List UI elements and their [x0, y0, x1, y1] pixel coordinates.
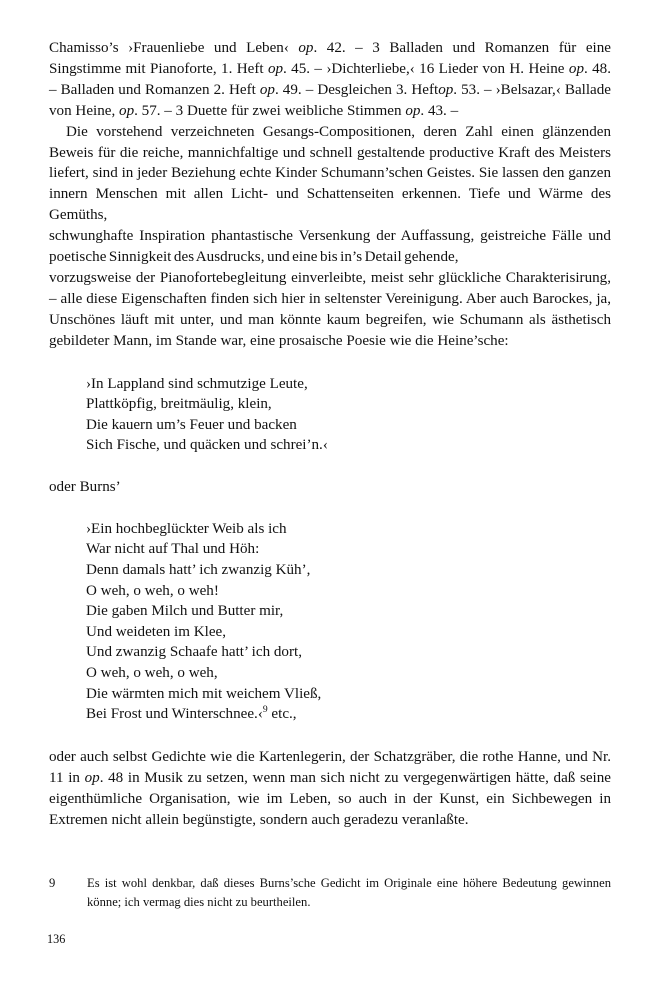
verse-line: Die gaben Milch und Butter mir, [86, 603, 284, 620]
catalog-segment-7: . 57. – 3 Duette für zwei weibliche Stimmen [134, 102, 406, 119]
op-abbreviation: op [259, 81, 275, 98]
verse-line: ›In Lappland sind schmutzige Leute, [86, 375, 308, 392]
conclusion-segment-1: oder auch selbst Gedichte wie die Kartenlegerin, der Schatzgräber, die rothe Hanne, und Nr. 11 in [49, 748, 611, 786]
page-number: 136 [47, 932, 66, 946]
text-column [49, 38, 611, 830]
op-abbreviation: op [405, 102, 421, 119]
verse-block-burns [86, 519, 611, 725]
paragraph-main-part1: Die vorstehend verzeichneten Gesangs-Compositionen, deren Zahl einen glänzenden Beweis für die reiche, mannichfaltige und schnell gestaltende productive Kraft des Meisters liefert, sind in jeder Beziehung echte Kinder Schumann’schen Geistes. Sie lassen den ganzen innern Menschen mit allen Licht- und Schattenseiten erkennen. Tiefe und Wärme des Gemüths, [49, 123, 611, 224]
catalog-segment-4: . 48. – Balladen und Romanzen 2. Heft [49, 60, 612, 98]
footnote-reference-9[interactable]: 9 [262, 704, 268, 716]
paragraph-main-part2: vorzugsweise der Pianofortebegleitung einverleibte, meist sehr glückliche Charakterisirung, – alle diese Eigenschaften finden sich hier in seltenster Vereinigung. Aber auch Barockes, ja, Unschönes läuft mit unter, und man könnte kaum begreifen, wie Schumann als ästhetisch gebildeter Mann, im Stande war, eine prosaische Poesie wie die Heine’sche: [49, 269, 611, 349]
verse-line-text: Bei Frost und Winterschnee.‹ [86, 706, 263, 723]
verse-line: Sich Fische, und quäcken und schrei’n.‹ [86, 437, 328, 454]
verse-line: Die kauern um’s Feuer und backen [86, 416, 297, 433]
spacer [49, 352, 611, 374]
connector-line-burns: oder Burns’ [49, 478, 121, 495]
op-abbreviation: op [298, 40, 314, 56]
verse-line-tail: etc., [267, 706, 297, 723]
verse-line: O weh, o weh, o weh, [86, 665, 218, 682]
conclusion-segment-2: . 48 in Musik zu setzen, wenn man sich nicht zu vergegenwärtigen hätte, daß seine eigenthümliche Organisation, wie im Leben, so auch in der Kunst, ein Sichbewegen in Extremen nicht allein begünstigte, sondern auch geradezu veranlaßte. [49, 769, 611, 828]
catalog-segment-1: Chamisso’s ›Frauenliebe und Leben‹ [49, 40, 299, 56]
verse-block-heine [86, 374, 611, 456]
verse-line-with-footnote [86, 704, 611, 725]
footnote-marker: 9 [49, 876, 56, 890]
catalog-segment-2: . 42. – 3 Balladen und Romanzen für eine Singstimme mit Pianoforte, 1. Heft [49, 40, 611, 77]
spacer [49, 456, 611, 477]
catalog-segment-5: . 49. – Desgleichen 3. Heft [274, 81, 439, 98]
footnote-text: Es ist wohl denkbar, daß dieses Burns’sche Gedicht im Originale eine höhere Bedeutung gewinnen könne; ich vermag dies nicht zu beurtheilen. [87, 876, 611, 909]
op-abbreviation: op [568, 60, 584, 77]
catalog-segment-8: . 43. – [420, 102, 459, 119]
op-abbreviation: op [267, 60, 284, 77]
footnote-9 [49, 874, 611, 911]
catalog-segment-3: . 45. – ›Dichterliebe,‹ 16 Lieder von H. Heine [283, 60, 569, 77]
op-abbreviation: op [119, 102, 135, 119]
paragraph-conclusion [49, 747, 611, 831]
verse-line: Und weideten im Klee, [86, 623, 226, 640]
op-abbreviation: op [438, 81, 454, 98]
verse-line: War nicht auf Thal und Höh: [86, 541, 260, 558]
spacer [49, 725, 611, 747]
catalog-segment-6: . 53. – ›Belsazar,‹ Ballade von Heine, [49, 81, 611, 119]
verse-line: Und zwanzig Schaafe hatt’ ich dort, [86, 644, 302, 661]
op-abbreviation: op [84, 769, 100, 786]
paragraph-work-catalog [49, 38, 611, 122]
spacer [49, 498, 611, 519]
paragraph-main-tight-lines: schwunghafte Inspiration phantastische Versenkung der Auffassung, geistreiche Fälle und poetische Sinnigkeit des Ausdrucks, und eine bis in’s Detail gehende, [49, 228, 611, 266]
verse-line: Die wärmten mich mit weichem Vließ, [86, 685, 322, 702]
verse-line: Plattköpfig, breitmäulig, klein, [86, 396, 272, 413]
verse-line: ›Ein hochbeglückter Weib als ich [86, 520, 287, 537]
verse-line: O weh, o weh, o weh! [86, 582, 219, 599]
verse-line: Denn damals hatt’ ich zwanzig Küh’, [86, 562, 311, 579]
